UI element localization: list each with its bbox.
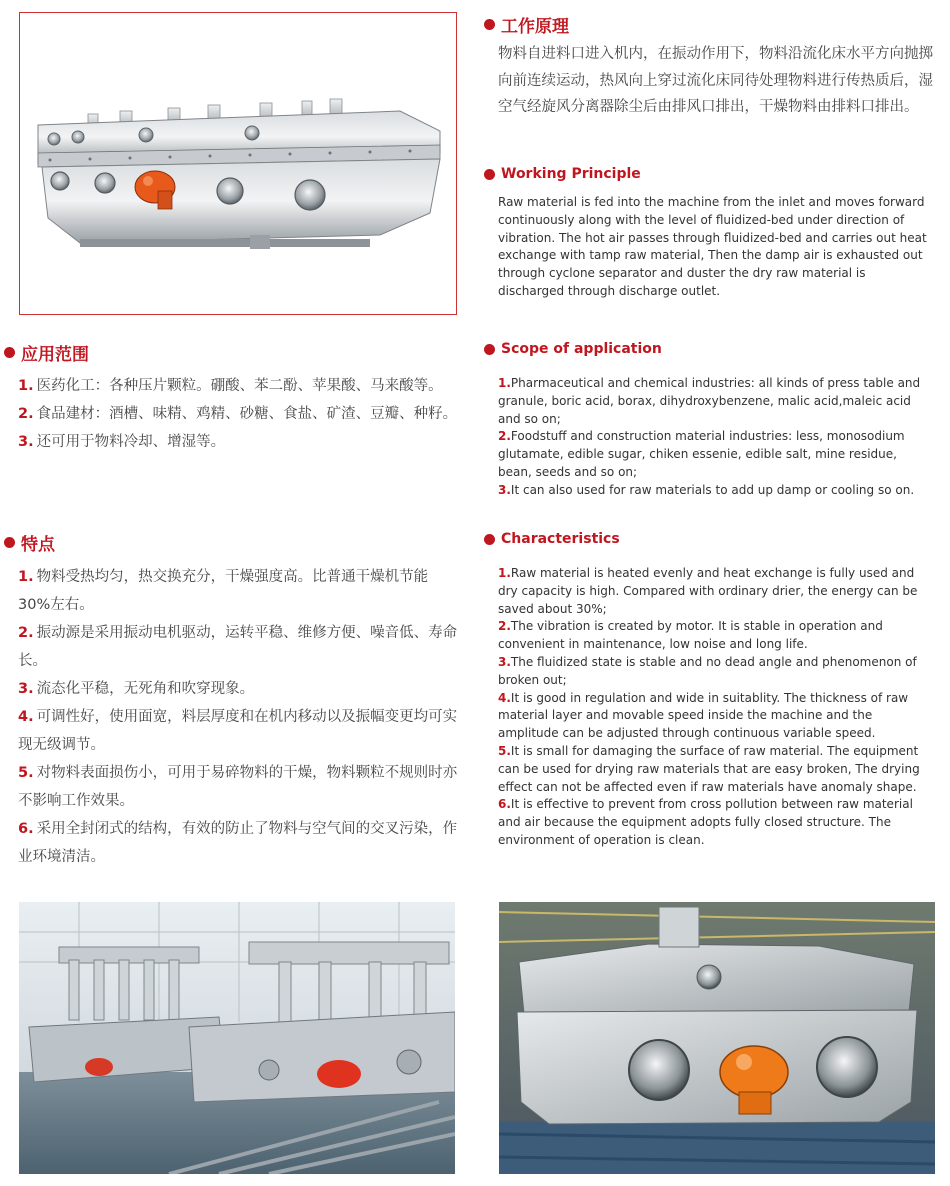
heading-text: Scope of application: [501, 341, 662, 357]
list-item: 3.It can also used for raw materials to add up damp or cooling so on.: [498, 482, 915, 497]
fluid-bed-dryer-image: [20, 13, 456, 314]
list-item: 1. 医药化工：各种压片颗粒。硼酸、苯二酚、苹果酸、马来酸等。: [18, 378, 443, 394]
factory-installation-photo: [19, 902, 455, 1174]
list-item: 1. 物料受热均匀，热交换充分，干燥强度高。比普通干燥机节能30%左右。: [18, 569, 429, 613]
list-item: 2. 振动源是采用振动电机驱动，运转平稳、维修方便、噪音低、寿命长。: [18, 625, 458, 669]
bullet-icon: [4, 347, 15, 358]
scope-cn-list: [18, 372, 463, 456]
heading-text: 特点: [21, 535, 55, 555]
list-item: 2. 食品建材：酒槽、味精、鸡精、砂糖、食盐、矿渣、豆瓣、种籽。: [18, 406, 458, 422]
bullet-icon: [484, 169, 495, 180]
machine-closeup-photo: [499, 902, 935, 1174]
bullet-icon: [484, 19, 495, 30]
characteristics-en-list: [498, 565, 936, 850]
list-item: 6. 采用全封闭式的结构，有效的防止了物料与空气间的交叉污染，作业环境清洁。: [18, 821, 458, 865]
heading-text: Working Principle: [501, 166, 641, 182]
list-item: 3. 流态化平稳，无死角和吹穿现象。: [18, 681, 255, 697]
list-item: 2.Foodstuff and construction material industries: less, monosodium glutamate, edible sugar, chiken essenie, edible salt, mine residue, bean, seeds and so on;: [498, 429, 905, 479]
bullet-icon: [484, 344, 495, 355]
section-heading-scope-cn: [4, 340, 89, 365]
list-item: 1.Raw material is heated evenly and heat exchange is fully used and dry capacity is high. Compared with ordinary drier, the energy can be saved about 30%;: [498, 566, 918, 616]
list-item: 3. 还可用于物料冷却、增湿等。: [18, 434, 226, 450]
heading-text: 应用范围: [21, 345, 89, 365]
bullet-icon: [4, 537, 15, 548]
list-item: 1.Pharmaceutical and chemical industries: all kinds of press table and granule, boric acid, borax, dihydroxybenzene, malic acid,maleic acid and so on;: [498, 376, 921, 426]
section-heading-principle-cn: [484, 12, 569, 37]
features-cn-list: [18, 563, 458, 871]
list-item: 4.It is good in regulation and wide in suitablity. The thickness of raw material layer and movable speed inside the machine and the amplitude can be adjusted through continuous variable speed.: [498, 690, 909, 741]
list-item: 4. 可调性好，使用面宽，料层厚度和在机内移动以及振幅变更均可实现无级调节。: [18, 709, 458, 753]
scope-en-list: [498, 375, 934, 500]
list-item: 5.It is small for damaging the surface of raw material. The equipment can be used for drying raw materials that are easy broken, The drying effect can not be affected even if raw materials have anomaly shape.: [498, 743, 920, 794]
principle-cn-text: 物料自进料口进入机内，在振动作用下，物料沿流化床水平方向抛掷向前连续运动，热风向上穿过流化床同待处理物料进行传热质后，湿空气经旋风分离器除尘后由排风口排出，干燥物料由排料口排出。: [498, 46, 933, 115]
section-heading-features-cn: [4, 530, 55, 555]
heading-text: 工作原理: [501, 17, 569, 37]
list-item: 3.The fluidized state is stable and no dead angle and phenomenon of broken out;: [498, 654, 917, 687]
principle-en-text: Raw material is fed into the machine from the inlet and moves forward continuously along with the level of fluidized-bed under direction of vibration. The hot air passes through fluidized-bed and carries out heat exchange with tamp raw material, Then the damp air is exhausted out through cyclone separator and duster the dry raw material is discharged through discharge outlet.: [498, 195, 927, 298]
list-item: 5. 对物料表面损伤小，可用于易碎物料的干燥，物料颗粒不规则时亦不影响工作效果。: [18, 765, 458, 809]
list-item: 6.It is effective to prevent from cross pollution between raw material and air because the equipment adopts fully closed structure. The environment of operation is clean.: [498, 797, 913, 847]
product-photo-frame: [19, 12, 457, 315]
section-heading-characteristics-en: [484, 531, 620, 547]
bullet-icon: [484, 534, 495, 545]
section-heading-scope-en: [484, 341, 662, 357]
list-item: 2.The vibration is created by motor. It is stable in operation and convenient in maintenance, low noise and long life.: [498, 619, 883, 652]
section-heading-principle-en: [484, 166, 641, 182]
heading-text: Characteristics: [501, 531, 620, 547]
